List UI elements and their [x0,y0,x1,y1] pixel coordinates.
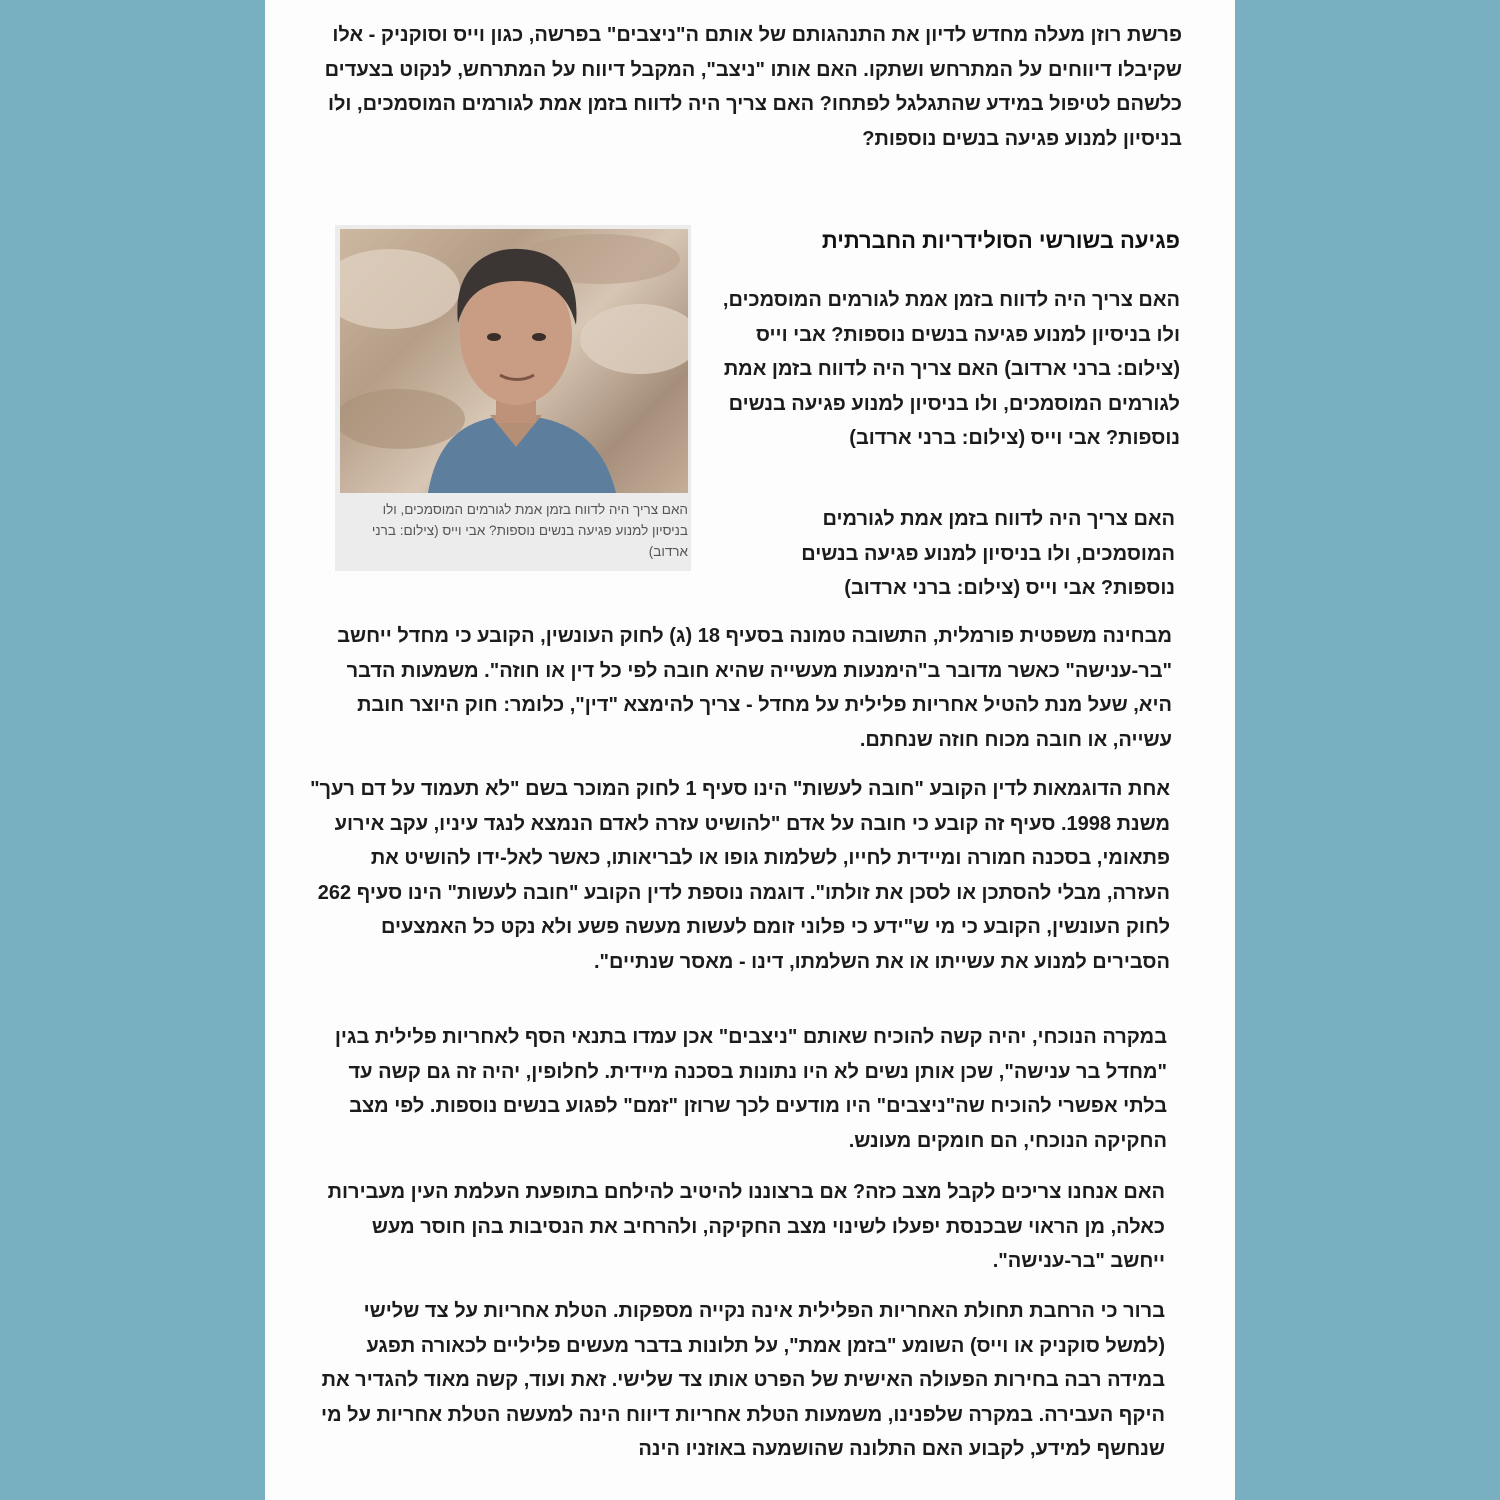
legal-paragraph-5: ברור כי הרחבת תחולת האחריות הפלילית אינה נקייה מספקות. הטלת אחריות על צד שלישי (למשל סוקניק או וייס) השומע "בזמן אמת", על תלונות בדבר מעשים פליליים לכאורה תפגע במידה רבה בחירות הפעולה האישית של הפרט אותו צד שלישי. זאת ועוד, קשה מאוד להגדיר את היקף העבירה. במקרה שלפנינו, משמעות הטלת אחריות דיווח הינה למעשה הטלת אחריות על מי שנחשף למידע, לקבוע האם התלונה שהושמעה באוזניו הינה [321,1300,1165,1460]
portrait-photo [340,229,688,493]
photo-caption: האם צריך היה לדווח בזמן אמת לגורמים המוסמכים, ולו בניסיון למנוע פגיעה בנשים נוספות? אבי וייס (צילום: ברני ארדוב) [371,502,688,559]
legal-paragraph-1: מבחינה משפטית פורמלית, התשובה טמונה בסעיף 18 (ג) לחוק העונשין, הקובע כי מחדל ייחשב "בר-ענישה" כאשר מדובר ב"הימנעות מעשייה שהיא חובה לפי כל דין או חוזה". משמעות הדבר היא, שעל מנת להטיל אחריות פלילית על מחדל - צריך להימצא "דין", כלומר: חוק היוצר חובת עשייה, או חובה מכוח חוזה שנחתם. [337,625,1172,751]
legal-paragraph-2: אחת הדוגמאות לדין הקובע "חובה לעשות" הינו סעיף 1 לחוק המוכר בשם "לא תעמוד על דם רעך" משנת 1998. סעיף זה קובע כי חובה על אדם "להושיט עזרה לאדם הנמצא לנגד עיניו, עקב אירוע פתאומי, בסכנה חמורה ומיידית לחייו, לשלמות גופו או לבריאותו, כאשר לאל-ידו להושיט את העזרה, מבלי להסתכן או לסכן את זולתו". דוגמה נוספת לדין הקובע "חובה לעשות" הינו סעיף 262 לחוק העונשין, הקובע כי מי ש"ידע כי פלוני זומם לעשות מעשה פשע ולא נקט כל האמצעים הסבירים למנוע את עשייתו או את השלמתו, דינו - מאסר שנתיים". [310,778,1170,973]
legal-paragraph-3: במקרה הנוכחי, יהיה קשה להוכיח שאותם "ניצבים" אכן עמדו בתנאי הסף לאחריות פלילית בגין "מחדל בר ענישה", שכן אותן נשים לא היו נתונות בסכנה מיידית. לחלופין, יהיה זה גם קשה עד בלתי אפשרי להוכיח שה"ניצבים" היו מודעים לכך שרוזן "זמם" לפגוע בנשים נוספות. לפי מצב החקיקה הנוכחי, הם חומקים מעונש. [334,1026,1167,1152]
intro-paragraph: פרשת רוזן מעלה מחדש לדיון את התנהגותם של אותם ה"ניצבים" בפרשה, כגון וייס וסוקניק - אלו שקיבלו דיווחים על המתרחש ושתקו. האם אותו "ניצב", המקבל דיווח על המתרחש, לנקוט בצעדים כלשהם לטיפול במידע שהתגלגל לפתחו? האם צריך היה לדווח בזמן אמת לגורמים המוסמכים, ולו בניסיון למנוע פגיעה בנשים נוספות? [324,24,1182,150]
side-paragraph-1: האם צריך היה לדווח בזמן אמת לגורמים המוסמכים, ולו בניסיון למנוע פגיעה בנשים נוספות? אבי וייס (צילום: ברני ארדוב) האם צריך היה לדווח בזמן אמת לגורמים המוסמכים, ולו בניסיון למנוע פגיעה בנשים נוספות? אבי וייס (צילום: ברני ארדוב) [722,289,1180,449]
legal-paragraph-4: האם אנחנו צריכים לקבל מצב כזה? אם ברצוננו להיטיב להילחם בתופעת העלמת העין מעבירות כאלה, מן הראוי שבכנסת יפעלו לשינוי מצב החקיקה, ולהרחיב את הנסיבות בהן חוסר מעש ייחשב "בר-ענישה". [327,1181,1165,1272]
side-paragraph-2: האם צריך היה לדווח בזמן אמת לגורמים המוסמכים, ולו בניסיון למנוע פגיעה בנשים נוספות? אבי וייס (צילום: ברני ארדוב) [801,508,1175,599]
section-heading: פגיעה בשורשי הסולידריות החברתית [821,228,1180,253]
portrait-photo-icon [340,229,688,493]
document-page [265,0,1235,1500]
article-figure [335,225,691,571]
